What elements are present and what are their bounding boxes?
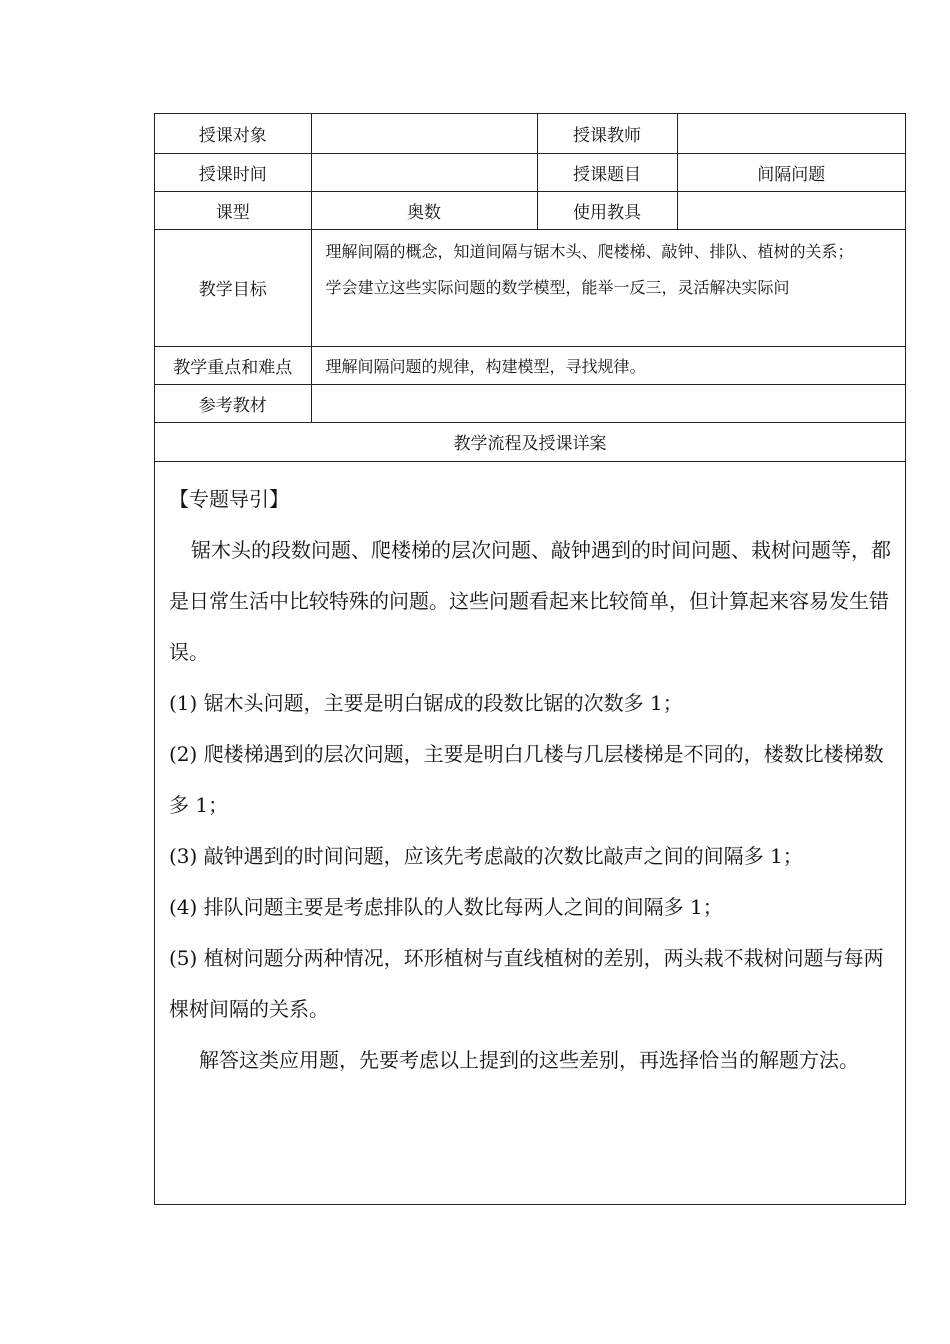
label-reference: 参考教材 <box>155 384 311 422</box>
value-teaching-aids <box>677 191 905 229</box>
label-student: 授课对象 <box>155 114 311 153</box>
flow-title: 教学流程及授课详案 <box>155 422 905 461</box>
lesson-detail <box>155 462 905 1086</box>
value-reference <box>311 384 905 422</box>
info-row-reference <box>155 384 905 422</box>
lesson-info-table <box>155 114 905 462</box>
info-row-1 <box>155 114 905 153</box>
label-time: 授课时间 <box>155 153 311 191</box>
label-teaching-goal: 教学目标 <box>155 229 311 346</box>
value-time <box>311 153 537 191</box>
info-row-goal <box>155 229 905 346</box>
goal-line-2: 学会建立这些实际问题的数学模型，能举一反三，灵活解决实际问 <box>325 277 790 297</box>
item-1: (1) 锯木头问题，主要是明白锯成的段数比锯的次数多 1； <box>169 690 683 715</box>
goal-line-1: 理解间隔的概念，知道间隔与锯木头、爬楼梯、敲钟、排队、植树的关系； <box>325 241 854 261</box>
label-teaching-aids: 使用教具 <box>537 191 677 229</box>
item-4: (4) 排队问题主要是考虑排队的人数比每两人之间的间隔多 1； <box>169 894 723 919</box>
info-row-key-points <box>155 346 905 384</box>
label-topic: 授课题目 <box>537 153 677 191</box>
info-row-2 <box>155 153 905 191</box>
label-teacher: 授课教师 <box>537 114 677 153</box>
lesson-plan-frame <box>154 113 906 1205</box>
item-3: (3) 敲钟遇到的时间问题，应该先考虑敲的次数比敲声之间的间隔多 1； <box>169 843 803 868</box>
value-lesson-type: 奥数 <box>311 191 537 229</box>
label-key-points: 教学重点和难点 <box>155 346 311 384</box>
conclusion-paragraph: 解答这类应用题，先要考虑以上提到的这些差别，再选择恰当的解题方法。 <box>199 1047 859 1072</box>
value-key-points: 理解间隔问题的规律，构建模型，寻找规律。 <box>311 346 905 384</box>
value-teaching-goal <box>311 229 905 346</box>
item-5: (5) 植树问题分两种情况，环形植树与直线植树的差别，两头栽不栽树问题与每两棵树间隔的关系。 <box>169 945 884 1021</box>
item-2: (2) 爬楼梯遇到的层次问题，主要是明白几楼与几层楼梯是不同的，楼数比楼梯数多 1； <box>169 741 884 817</box>
label-lesson-type: 课型 <box>155 191 311 229</box>
intro-paragraph: 锯木头的段数问题、爬楼梯的层次问题、敲钟遇到的时间问题、栽树问题等，都是日常生活中比较特殊的问题。这些问题看起来比较简单，但计算起来容易发生错误。 <box>169 537 891 664</box>
value-student <box>311 114 537 153</box>
value-teacher <box>677 114 905 153</box>
info-row-3 <box>155 191 905 229</box>
section-heading: 【专题导引】 <box>169 486 289 511</box>
value-topic: 间隔问题 <box>677 153 905 191</box>
info-row-flow-title <box>155 422 905 461</box>
